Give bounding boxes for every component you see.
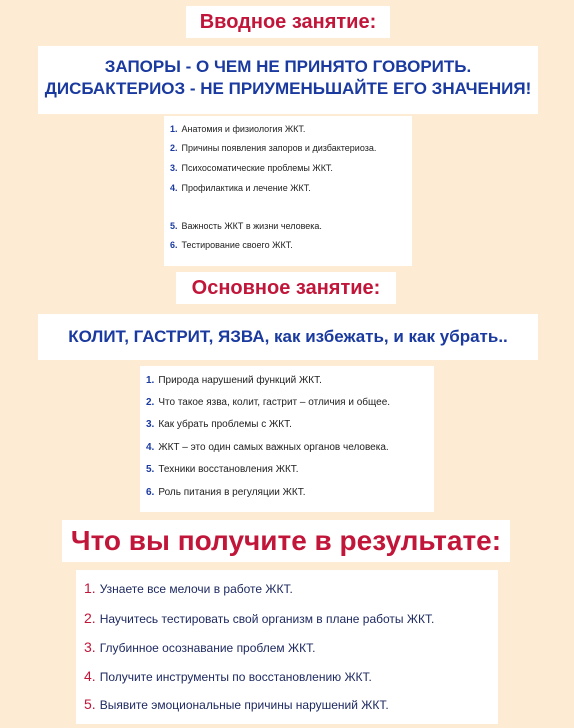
item-text: Психосоматические проблемы ЖКТ.: [181, 163, 333, 173]
item-number: 4.: [146, 442, 155, 453]
intro-banner-line2: ДИСБАКТЕРИОЗ - НЕ ПРИУМЕНЬШАЙТЕ ЕГО ЗНАЧЕНИЯ!: [44, 79, 532, 98]
list-item: [84, 580, 293, 596]
list-item: [146, 419, 292, 430]
list-item: [170, 163, 333, 173]
list-item: [146, 375, 322, 386]
item-text: Научитесь тестировать свой организм в плане работы ЖКТ.: [99, 612, 435, 626]
item-number: 3.: [84, 639, 96, 655]
item-text: Роль питания в регуляции ЖКТ.: [158, 487, 306, 498]
item-number: 1.: [84, 580, 96, 596]
list-item: [146, 464, 299, 475]
item-text: Причины появления запоров и дизбактериоза.: [181, 143, 377, 153]
list-item: [146, 487, 305, 498]
item-text: ЖКТ – это один самых важных органов человека.: [158, 442, 389, 453]
item-number: 2.: [84, 610, 96, 626]
item-number: 4.: [84, 668, 96, 684]
item-text: Техники восстановления ЖКТ.: [158, 464, 299, 475]
intro-banner-line1: ЗАПОРЫ - О ЧЕМ НЕ ПРИНЯТО ГОВОРИТЬ.: [104, 57, 472, 76]
item-number: 5.: [146, 464, 155, 475]
list-item: [84, 610, 434, 626]
item-number: 6.: [170, 240, 178, 250]
item-text: Природа нарушений функций ЖКТ.: [158, 375, 322, 386]
item-number: 2.: [146, 397, 155, 408]
intro-banner: [38, 46, 538, 114]
main-banner: КОЛИТ, ГАСТРИТ, ЯЗВА, как избежать, и как убрать..: [38, 314, 538, 360]
list-item: [170, 124, 305, 134]
result-card: [76, 570, 498, 724]
item-text: Узнаете все мелочи в работе ЖКТ.: [99, 582, 293, 596]
item-text: Получите инструменты по восстановлению ЖКТ.: [99, 670, 372, 684]
item-number: 3.: [170, 163, 178, 173]
intro-heading: Вводное занятие:: [186, 6, 390, 38]
item-text: Как убрать проблемы с ЖКТ.: [158, 419, 292, 430]
item-number: 1.: [146, 375, 155, 386]
list-item: [146, 397, 390, 408]
main-topics-card: [140, 366, 434, 512]
list-item: [84, 639, 315, 655]
item-text: Что такое язва, колит, гастрит – отличия и общее.: [158, 397, 391, 408]
item-text: Тестирование своего ЖКТ.: [181, 240, 293, 250]
item-number: 2.: [170, 143, 178, 153]
item-text: Анатомия и физиология ЖКТ.: [181, 124, 306, 134]
list-item: [84, 668, 372, 684]
item-number: 5.: [84, 696, 96, 712]
list-item: [146, 442, 389, 453]
list-item: [84, 696, 389, 712]
main-heading: Основное занятие:: [176, 272, 396, 304]
item-number: 1.: [170, 124, 178, 134]
item-number: 5.: [170, 221, 178, 231]
item-number: 4.: [170, 183, 178, 193]
item-text: Выявите эмоциональные причины нарушений ЖКТ.: [99, 698, 389, 712]
list-item: [170, 221, 322, 231]
list-item: [170, 143, 376, 153]
item-text: Профилактика и лечение ЖКТ.: [181, 183, 311, 193]
item-number: 3.: [146, 419, 155, 430]
result-heading: Что вы получите в результате:: [62, 520, 510, 562]
item-number: 6.: [146, 487, 155, 498]
item-text: Важность ЖКТ в жизни человека.: [181, 221, 322, 231]
list-item: [170, 183, 311, 193]
intro-topics-card: [164, 116, 412, 266]
item-text: Глубинное осознавание проблем ЖКТ.: [99, 641, 316, 655]
list-item: [170, 240, 293, 250]
